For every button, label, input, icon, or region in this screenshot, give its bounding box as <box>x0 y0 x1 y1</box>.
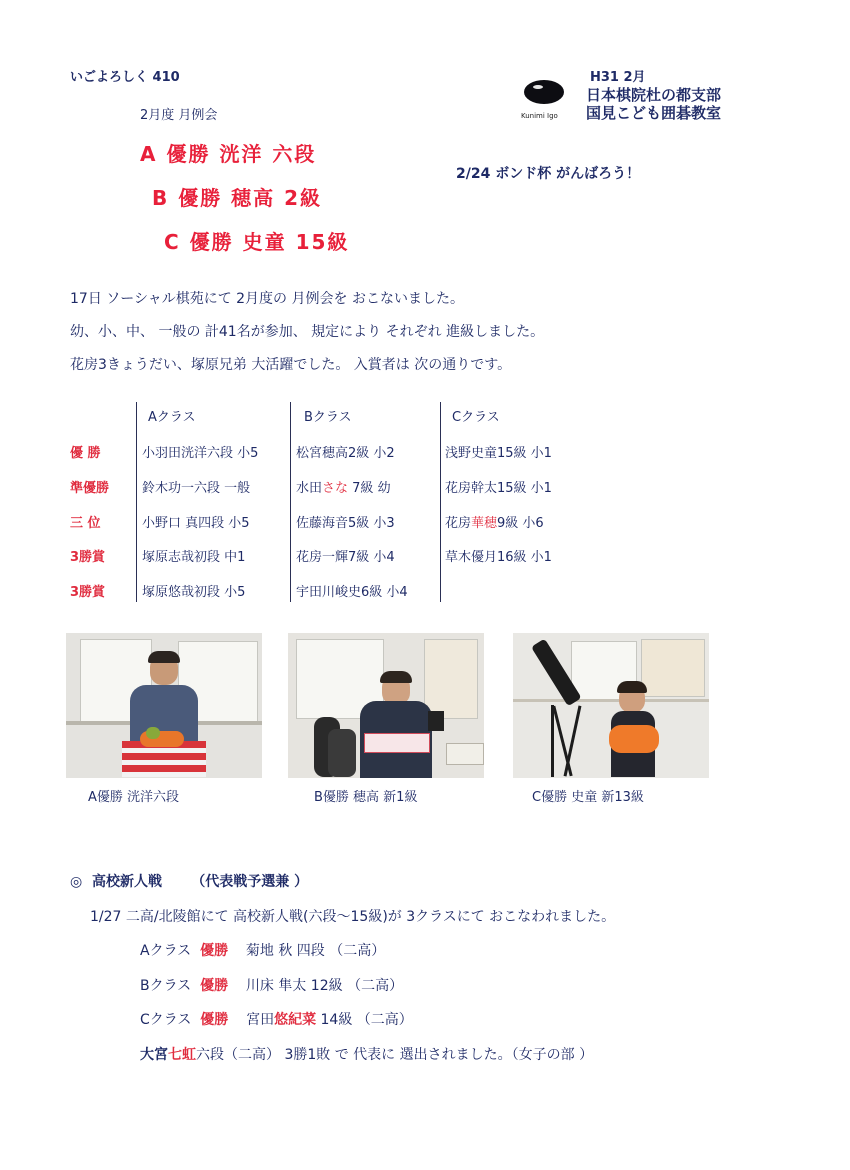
highschool-line-1: 1/27 二高/北陵館にて 高校新人戦(六段～15級)が 3クラスにて おこなわれました。 <box>90 909 616 925</box>
row-label-3rd: 三 位 <box>70 516 101 531</box>
table-cell-b <box>296 477 391 496</box>
photo-b-winner <box>288 633 484 778</box>
row-label-1st: 優 勝 <box>70 446 101 461</box>
cell-text: 浅野史童15級 小1 <box>445 446 552 461</box>
kunimi-igo-logo <box>522 78 566 112</box>
table-cell-a: 塚原悠哉初段 小5 <box>142 585 246 600</box>
photo-c-winner <box>513 633 709 778</box>
table-cell-b <box>296 442 395 461</box>
result-class: Cクラス <box>140 1012 192 1028</box>
winner-b: B 優勝 穂高 2級 <box>152 186 323 210</box>
photo-b-caption: B優勝 穂高 新1級 <box>314 790 418 805</box>
bullet-mark: ◎ <box>70 874 83 890</box>
result-win: 優勝 <box>200 1012 229 1028</box>
highlighted-name: 悠紀菜 <box>274 1012 317 1028</box>
final-text: 六段（二高） 3勝1敗 で 代表に 選出されました。（女子の部 ） <box>196 1047 594 1063</box>
winner-a: A 優勝 洸洋 六段 <box>140 142 317 166</box>
cell-text: 花房幹太15級 小1 <box>445 481 552 496</box>
bond-cup-note: 2/24 ボンド杯 がんばろう！ <box>456 166 641 182</box>
table-divider-a <box>136 402 137 602</box>
row-label-3wins-1: 3勝賞 <box>70 550 106 565</box>
table-cell-c <box>445 477 552 496</box>
result-win: 優勝 <box>200 978 229 994</box>
highschool-section-title <box>70 871 308 891</box>
class-header-b: Bクラス <box>304 410 352 425</box>
result-school: （二高） <box>347 978 404 994</box>
issue-date: H31 2月 <box>590 70 646 85</box>
table-cell-a: 小羽田洸洋六段 小5 <box>142 446 259 461</box>
cell-text: 水田 <box>296 481 323 496</box>
logo-caption: Kunimi Igo <box>521 112 558 120</box>
photo-a-caption: A優勝 洸洋六段 <box>88 790 180 805</box>
result-name: 宮田 <box>246 1012 275 1028</box>
cell-text: 宇田川峻史6級 小4 <box>296 585 408 600</box>
highschool-title-note: （代表戦予選兼 ） <box>191 874 309 890</box>
highschool-result-b <box>140 975 403 995</box>
highlighted-name: 華穂 <box>471 516 498 531</box>
intro-line-3: 花房3きょうだい、塚原兄弟 大活躍でした。 入賞者は 次の通りです。 <box>70 357 512 373</box>
photo-a-winner <box>66 633 262 778</box>
result-school: 14級 （二高） <box>316 1012 413 1028</box>
table-cell-b <box>296 512 395 531</box>
highschool-title: 高校新人戦 <box>91 874 162 890</box>
month-event-title: 2月度 月例会 <box>140 108 218 123</box>
cell-text: 9級 小6 <box>497 516 544 531</box>
row-label-3wins-2: 3勝賞 <box>70 585 106 600</box>
highschool-result-c <box>140 1009 413 1029</box>
final-name: 大宮 <box>140 1047 168 1063</box>
table-cell-c <box>445 512 544 531</box>
result-class: Aクラス <box>140 943 192 959</box>
class-header-c: Cクラス <box>452 410 500 425</box>
highschool-final-line <box>140 1044 593 1064</box>
intro-line-1: 17日 ソーシャル棋苑にて 2月度の 月例会を おこないました。 <box>70 291 464 307</box>
table-cell-a: 鈴木功一六段 一般 <box>142 481 251 496</box>
cell-text: 7級 幼 <box>348 481 391 496</box>
highlighted-name: さな <box>322 481 349 496</box>
result-school: （二高） <box>329 943 386 959</box>
row-label-2nd: 準優勝 <box>70 481 110 496</box>
table-cell-a: 塚原志哉初段 中1 <box>142 550 246 565</box>
result-win: 優勝 <box>200 943 229 959</box>
org-line-1: 日本棋院杜の都支部 <box>586 86 722 104</box>
table-cell-c <box>445 442 552 461</box>
class-header-a: Aクラス <box>148 410 196 425</box>
cell-text: 佐藤海音5級 小3 <box>296 516 395 531</box>
table-divider-c <box>440 402 441 602</box>
result-name: 川床 隼太 12級 <box>245 978 343 994</box>
intro-line-2: 幼、小、中、 一般の 計41名が参加、 規定により それぞれ 進級しました。 <box>70 324 545 340</box>
org-line-2: 国見こども囲碁教室 <box>586 104 722 122</box>
cell-text: 松宮穂高2級 小2 <box>296 446 395 461</box>
newsletter-title: いごよろしく 410 <box>70 70 180 85</box>
table-divider-b <box>290 402 291 602</box>
table-cell-c <box>445 546 552 565</box>
photo-c-caption: C優勝 史童 新13級 <box>532 790 644 805</box>
cell-text: 草木優月16級 小1 <box>445 550 552 565</box>
result-class: Bクラス <box>140 978 192 994</box>
table-cell-a: 小野口 真四段 小5 <box>142 516 250 531</box>
cell-text: 花房一輝7級 小4 <box>296 550 395 565</box>
winner-c: C 優勝 史童 15級 <box>164 230 350 254</box>
table-cell-b <box>296 546 395 565</box>
highlighted-name: 七虹 <box>168 1047 196 1063</box>
table-cell-b <box>296 581 408 600</box>
cell-text: 花房 <box>445 516 472 531</box>
highschool-result-a <box>140 940 385 960</box>
result-name: 菊地 秋 四段 <box>245 943 325 959</box>
